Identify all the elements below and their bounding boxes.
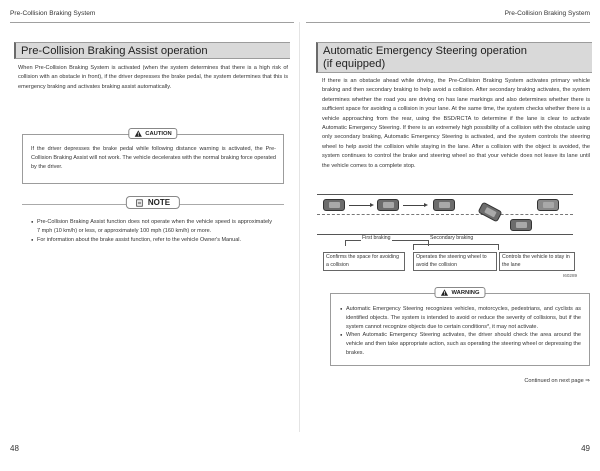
note-label (126, 196, 180, 209)
obstacle-vehicle (537, 199, 559, 211)
vehicle-step-1 (323, 199, 345, 211)
running-header-right: Pre-Collision Braking System (504, 10, 590, 17)
header-rule-right (306, 22, 590, 23)
running-header-left: Pre-Collision Braking System (10, 10, 96, 17)
figure-id: I60289 (563, 273, 578, 278)
warning-box (330, 289, 590, 366)
secondary-braking-label: Secondary braking (430, 235, 474, 241)
section-heading-text: Pre-Collision Braking Assist operation (21, 45, 208, 57)
page-number-left: 48 (10, 444, 19, 453)
vehicle-step-4-steering (477, 202, 502, 223)
note-label-text: NOTE (147, 198, 171, 207)
lane-center-dashes (317, 214, 573, 215)
braking-assist-intro: When Pre-Collision Braking System is activated (when the system determines that there is a high risk of collision with an obstacle in front), if the driver depresses the brake pedal, the system determines that this is emergency braking and activates braking assist automatically. (18, 65, 288, 90)
header-rule-left (10, 22, 294, 23)
travel-arrow (349, 205, 371, 206)
steering-diagram (317, 192, 587, 280)
travel-arrow (403, 205, 425, 206)
caption-stay-in-lane: Controls the vehicle to stay in the lane (499, 252, 575, 271)
note-item: ● For information about the brake assist function, refer to the vehicle Owner's Manual. (31, 236, 272, 245)
caution-label (128, 128, 177, 139)
section-heading-line-1: Automatic Emergency Steering operation (323, 45, 527, 57)
caption-confirm-space: Confirms the space for avoiding a collision (323, 252, 405, 271)
continued-note: Continued on next page ⇒ (524, 378, 590, 384)
warning-label (434, 287, 485, 298)
section-heading-emergency-steering (316, 42, 592, 73)
section-heading-line-2: (if equipped) (323, 58, 386, 70)
warning-item: ● Automatic Emergency Steering recognizes vehicles, motorcycles, pedestrians, and cyclists as identified objects. The system is intended to avoid or reduce the severity of collisions, but if the system cannot recognize objects due to certain conditions*, it may not activate. (340, 305, 581, 331)
warning-body (340, 305, 581, 358)
warning-item: ● When Automatic Emergency Steering activates, the driver should check the area around the vehicle and then take appropriate action, such as operating the steering wheel or depressing the brakes. (340, 331, 581, 357)
page-number-right: 49 (581, 444, 590, 453)
warning-label-text: WARNING (451, 289, 480, 296)
vehicle-step-3 (433, 199, 455, 211)
vehicle-step-2 (377, 199, 399, 211)
caution-label-text: CAUTION (145, 130, 172, 137)
note-pencil-icon (136, 199, 144, 207)
caption-operate-steering: Operates the steering wheel to avoid the collision (413, 252, 497, 271)
emergency-steering-intro: If there is an obstacle ahead while driving, the Pre-Collision Braking System activates primary vehicle braking and then secondary braking to help avoid a collision. After secondary braking activates, the system determines whether the road you are driving on has lane markings and also determines whether there is sufficient space for avoiding a collision in your lane. At the same time, the system checks whether there is a vehicle approaching from the rear, using the BSD/RCTA to determine if the lane is clear to activate Automatic Emergency Steering. If there is an extremely high possibility of a collision with the obstacle using only secondary braking, Automatic Emergency Steering is activated, and the system controls the steering wheel to help avoid the collision while staying in the lane. After a collision with the object is avoided, the system continues to control the brake and steering wheel so that your vehicle does not leave its lane until the vehicle comes to a complete stop. (322, 78, 590, 169)
vehicle-step-5-in-lane (510, 219, 532, 231)
lane-boundary-top (317, 194, 573, 195)
warning-triangle-icon (440, 289, 448, 296)
section-heading-braking-assist (14, 42, 290, 59)
caution-box (22, 130, 284, 184)
secondary-braking-bracket (413, 244, 499, 250)
note-item: ● Pre-Collision Braking Assist function does not operate when the vehicle speed is approximately 7 mph (10 km/h) or less, or approximately 100 mph (160 km/h) or more. (31, 218, 272, 236)
first-braking-label: First braking (362, 235, 391, 241)
caution-text: If the driver depresses the brake pedal while following distance warning is activated, the Pre-Collision Braking Assist will not work. The vehicle decelerates with the normal braking force operated by the driver. (31, 146, 276, 170)
note-body (31, 218, 272, 244)
warning-triangle-icon (134, 130, 142, 137)
